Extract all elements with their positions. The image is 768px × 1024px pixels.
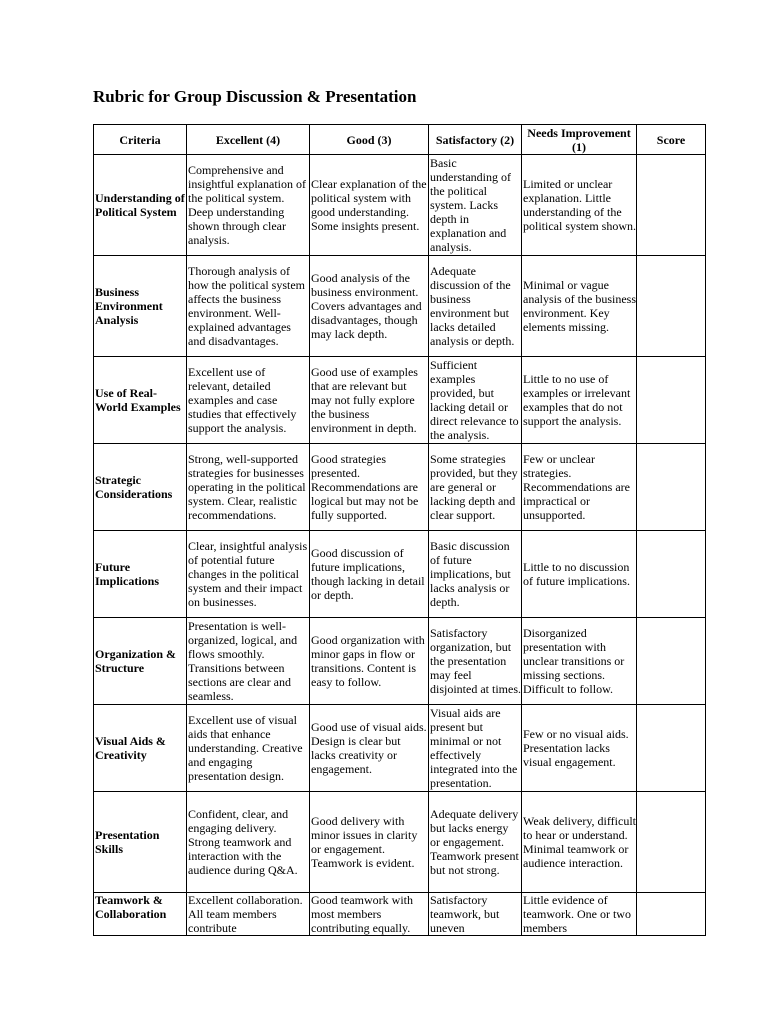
excellent-cell: Comprehensive and insightful explanation of the political system. Deep understanding shown through clear analysis. [187, 155, 310, 256]
excellent-cell: Excellent use of relevant, detailed examples and case studies that effectively support the analysis. [187, 357, 310, 444]
needs-improvement-cell: Few or no visual aids. Presentation lacks visual engagement. [522, 705, 637, 792]
needs-improvement-cell: Minimal or vague analysis of the business environment. Key elements missing. [522, 256, 637, 357]
criteria-cell: Teamwork & Collaboration [94, 893, 187, 936]
table-row [94, 155, 706, 256]
score-cell[interactable] [637, 155, 706, 256]
needs-improvement-cell: Little to no use of examples or irrelevant examples that do not support the analysis. [522, 357, 637, 444]
satisfactory-cell: Satisfactory teamwork, but uneven [429, 893, 522, 936]
criteria-cell: Organization & Structure [94, 618, 187, 705]
table-row [94, 792, 706, 893]
score-cell[interactable] [637, 256, 706, 357]
score-cell[interactable] [637, 618, 706, 705]
header-excellent: Excellent (4) [187, 125, 310, 155]
header-good: Good (3) [310, 125, 429, 155]
good-cell: Good delivery with minor issues in clarity or engagement. Teamwork is evident. [310, 792, 429, 893]
satisfactory-cell: Some strategies provided, but they are general or lacking depth and clear support. [429, 444, 522, 531]
satisfactory-cell: Visual aids are present but minimal or not effectively integrated into the presentation. [429, 705, 522, 792]
good-cell: Clear explanation of the political system with good understanding. Some insights present. [310, 155, 429, 256]
criteria-cell: Business Environment Analysis [94, 256, 187, 357]
table-row [94, 618, 706, 705]
excellent-cell: Thorough analysis of how the political system affects the business environment. Well-explained advantages and disadvantages. [187, 256, 310, 357]
needs-improvement-cell: Limited or unclear explanation. Little understanding of the political system shown. [522, 155, 637, 256]
criteria-cell: Use of Real-World Examples [94, 357, 187, 444]
good-cell: Good use of examples that are relevant but may not fully explore the business environment in depth. [310, 357, 429, 444]
satisfactory-cell: Adequate delivery but lacks energy or engagement. Teamwork present but not strong. [429, 792, 522, 893]
excellent-cell: Presentation is well-organized, logical, and flows smoothly. Transitions between sections are clear and seamless. [187, 618, 310, 705]
header-criteria: Criteria [94, 125, 187, 155]
needs-improvement-cell: Weak delivery, difficult to hear or understand. Minimal teamwork or audience interaction. [522, 792, 637, 893]
satisfactory-cell: Satisfactory organization, but the presentation may feel disjointed at times. [429, 618, 522, 705]
excellent-cell: Excellent collaboration. All team members contribute [187, 893, 310, 936]
table-header-row [94, 125, 706, 155]
good-cell: Good use of visual aids. Design is clear but lacks creativity or engagement. [310, 705, 429, 792]
excellent-cell: Clear, insightful analysis of potential future changes in the political system and their impact on businesses. [187, 531, 310, 618]
criteria-cell: Visual Aids & Creativity [94, 705, 187, 792]
table-row [94, 705, 706, 792]
criteria-cell: Future Implications [94, 531, 187, 618]
needs-improvement-cell: Few or unclear strategies. Recommendations are impractical or unsupported. [522, 444, 637, 531]
satisfactory-cell: Adequate discussion of the business environment but lacks detailed analysis or depth. [429, 256, 522, 357]
table-row [94, 444, 706, 531]
criteria-cell: Understanding of Political System [94, 155, 187, 256]
rubric-table [93, 124, 706, 936]
satisfactory-cell: Basic understanding of the political system. Lacks depth in explanation and analysis. [429, 155, 522, 256]
header-needs-improvement: Needs Improvement (1) [522, 125, 637, 155]
table-row [94, 893, 706, 936]
criteria-cell: Strategic Considerations [94, 444, 187, 531]
table-row [94, 531, 706, 618]
satisfactory-cell: Sufficient examples provided, but lacking detail or direct relevance to the analysis. [429, 357, 522, 444]
header-score: Score [637, 125, 706, 155]
excellent-cell: Confident, clear, and engaging delivery. Strong teamwork and interaction with the audience during Q&A. [187, 792, 310, 893]
score-cell[interactable] [637, 444, 706, 531]
table-row [94, 256, 706, 357]
needs-improvement-cell: Little to no discussion of future implications. [522, 531, 637, 618]
good-cell: Good analysis of the business environment. Covers advantages and disadvantages, though may lack depth. [310, 256, 429, 357]
satisfactory-cell: Basic discussion of future implications, but lacks analysis or depth. [429, 531, 522, 618]
score-cell[interactable] [637, 357, 706, 444]
score-cell[interactable] [637, 792, 706, 893]
document-title: Rubric for Group Discussion & Presentation [93, 87, 417, 106]
criteria-cell: Presentation Skills [94, 792, 187, 893]
excellent-cell: Excellent use of visual aids that enhance understanding. Creative and engaging presentation design. [187, 705, 310, 792]
score-cell[interactable] [637, 531, 706, 618]
header-satisfactory: Satisfactory (2) [429, 125, 522, 155]
good-cell: Good organization with minor gaps in flow or transitions. Content is easy to follow. [310, 618, 429, 705]
needs-improvement-cell: Little evidence of teamwork. One or two members [522, 893, 637, 936]
score-cell[interactable] [637, 705, 706, 792]
needs-improvement-cell: Disorganized presentation with unclear transitions or missing sections. Difficult to follow. [522, 618, 637, 705]
good-cell: Good strategies presented. Recommendations are logical but may not be fully supported. [310, 444, 429, 531]
score-cell[interactable] [637, 893, 706, 936]
excellent-cell: Strong, well-supported strategies for businesses operating in the political system. Clear, realistic recommendations. [187, 444, 310, 531]
good-cell: Good discussion of future implications, though lacking in detail or depth. [310, 531, 429, 618]
good-cell: Good teamwork with most members contributing equally. [310, 893, 429, 936]
table-row [94, 357, 706, 444]
